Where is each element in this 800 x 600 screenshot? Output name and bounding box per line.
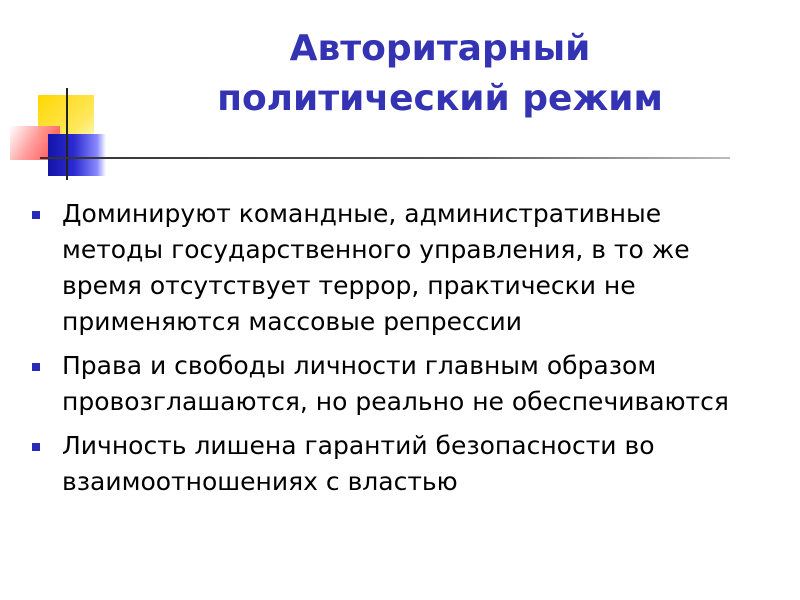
bullet-item: [30, 196, 770, 340]
bullet-text: Доминируют командные, административные методы государственного управления, в то же время отсутствует террор, практически не применяются массовые репрессии: [62, 199, 690, 336]
bullet-text: Личность лишена гарантий безопасности во взаимоотношениях с властью: [62, 431, 655, 496]
bullet-item: [30, 428, 770, 500]
slide-title-line-2: политический режим: [217, 78, 663, 119]
bullet-text: Права и свободы личности главным образом провозглашаются, но реально не обеспечиваются: [62, 351, 729, 416]
square-bullet-icon: [32, 211, 40, 219]
bullet-item: [30, 348, 770, 420]
slide-title-line-1: Авторитарный: [289, 28, 591, 69]
bullet-list: [30, 196, 770, 508]
square-bullet-icon: [32, 443, 40, 451]
blue-square-decoration: [48, 134, 106, 176]
vertical-divider-line: [66, 88, 68, 180]
square-bullet-icon: [32, 363, 40, 371]
title-underline: [40, 157, 730, 159]
slide-title: [150, 24, 730, 124]
decorative-squares: [0, 0, 140, 190]
